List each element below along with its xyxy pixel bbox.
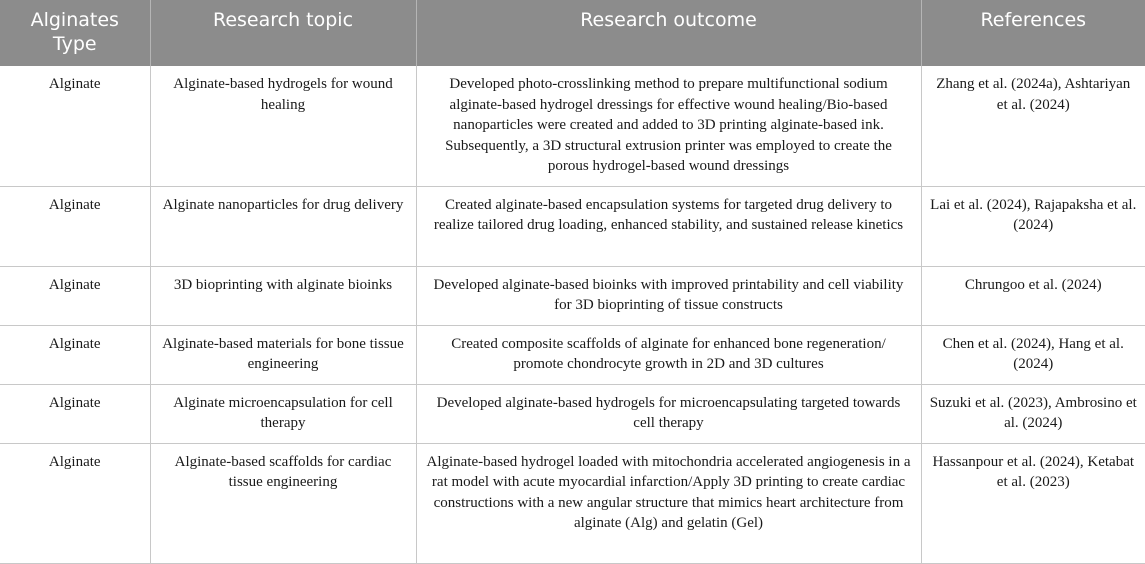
header-alginates-type: Alginates Type bbox=[0, 0, 150, 66]
table-row bbox=[0, 384, 1145, 443]
cell-outcome: Alginate-based hydrogel loaded with mitochondria accelerated angiogenesis in a rat model with acute myocardial infarction/Apply 3D printing to create cardiac constructions with a new angular structure that mimics heart architecture from alginate (Alg) and gelatin (Gel) bbox=[416, 443, 921, 563]
table-row bbox=[0, 325, 1145, 384]
cell-topic: 3D bioprinting with alginate bioinks bbox=[150, 266, 416, 325]
cell-references: Lai et al. (2024), Rajapaksha et al. (2024) bbox=[921, 186, 1145, 266]
table-row bbox=[0, 66, 1145, 186]
cell-type: Alginate bbox=[0, 266, 150, 325]
cell-topic: Alginate-based hydrogels for wound healing bbox=[150, 66, 416, 186]
cell-topic: Alginate-based scaffolds for cardiac tissue engineering bbox=[150, 443, 416, 563]
table-header bbox=[0, 0, 1145, 66]
header-row bbox=[0, 0, 1145, 66]
cell-type: Alginate bbox=[0, 66, 150, 186]
cell-type: Alginate bbox=[0, 186, 150, 266]
cell-references: Zhang et al. (2024a), Ashtariyan et al. (2024) bbox=[921, 66, 1145, 186]
header-research-outcome: Research outcome bbox=[416, 0, 921, 66]
cell-topic: Alginate-based materials for bone tissue engineering bbox=[150, 325, 416, 384]
cell-outcome: Created alginate-based encapsulation systems for targeted drug delivery to realize tailored drug loading, enhanced stability, and sustained release kinetics bbox=[416, 186, 921, 266]
cell-references: Hassanpour et al. (2024), Ketabat et al. (2023) bbox=[921, 443, 1145, 563]
cell-outcome: Developed photo-crosslinking method to prepare multifunctional sodium alginate-based hydrogel dressings for effective wound healing/Bio-based nanoparticles were created and added to 3D printing alginate-based ink. Subsequently, a 3D structural extrusion printer was employed to create the porous hydrogel-based wound dressings bbox=[416, 66, 921, 186]
cell-references: Chen et al. (2024), Hang et al. (2024) bbox=[921, 325, 1145, 384]
cell-references: Chrungoo et al. (2024) bbox=[921, 266, 1145, 325]
cell-outcome: Developed alginate-based bioinks with improved printability and cell viability for 3D bioprinting of tissue constructs bbox=[416, 266, 921, 325]
cell-type: Alginate bbox=[0, 325, 150, 384]
table-row bbox=[0, 443, 1145, 563]
table-row bbox=[0, 266, 1145, 325]
table-row bbox=[0, 186, 1145, 266]
cell-type: Alginate bbox=[0, 384, 150, 443]
cell-topic: Alginate microencapsulation for cell therapy bbox=[150, 384, 416, 443]
cell-type: Alginate bbox=[0, 443, 150, 563]
cell-outcome: Developed alginate-based hydrogels for microencapsulating targeted towards cell therapy bbox=[416, 384, 921, 443]
header-references: References bbox=[921, 0, 1145, 66]
cell-outcome: Created composite scaffolds of alginate for enhanced bone regeneration/ promote chondrocyte growth in 2D and 3D cultures bbox=[416, 325, 921, 384]
table-body bbox=[0, 66, 1145, 563]
cell-topic: Alginate nanoparticles for drug delivery bbox=[150, 186, 416, 266]
cell-references: Suzuki et al. (2023), Ambrosino et al. (2024) bbox=[921, 384, 1145, 443]
header-research-topic: Research topic bbox=[150, 0, 416, 66]
